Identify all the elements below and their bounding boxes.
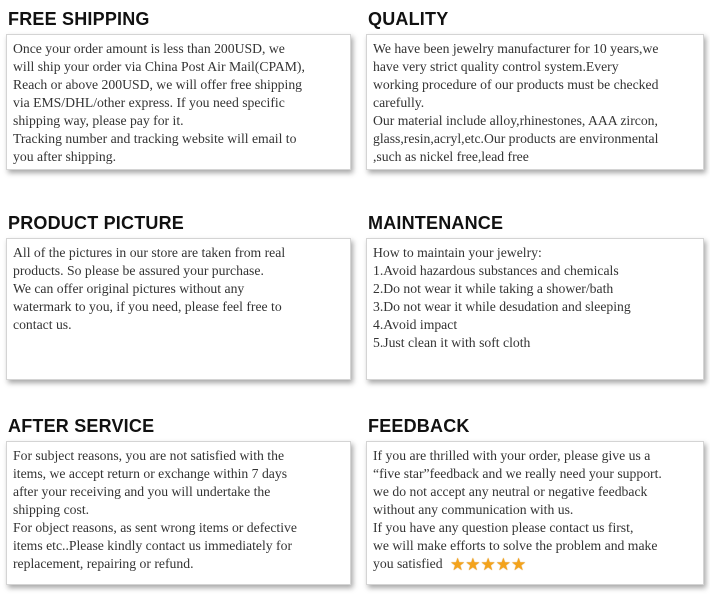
text-line: Once your order amount is less than 200USD, we xyxy=(13,41,285,56)
star-icon: ★ xyxy=(450,555,466,574)
feedback-section xyxy=(366,415,710,574)
text-line: ,such as nickel free,lead free xyxy=(373,149,529,164)
text-line: 3.Do not wear it while desudation and sleeping xyxy=(373,299,631,314)
text-line: replacement, repairing or refund. xyxy=(13,556,194,571)
text-line: Our material include alloy,rhinestones, AAA zircon, xyxy=(373,113,658,128)
product-picture-heading: PRODUCT PICTURE xyxy=(8,213,185,233)
text-line: have very strict quality control system.Every xyxy=(373,59,619,74)
text-line: we will make efforts to solve the problem and make xyxy=(373,538,658,553)
text-line: we do not accept any neutral or negative feedback xyxy=(373,484,648,499)
text-line: items, we accept return or exchange within 7 days xyxy=(13,466,288,481)
text-line: For object reasons, as sent wrong items or defective xyxy=(13,520,297,535)
star-icon: ★ xyxy=(511,555,527,574)
maintenance-heading: MAINTENANCE xyxy=(368,213,504,233)
text-line: watermark to you, if you need, please feel free to xyxy=(13,299,282,314)
text-line: carefully. xyxy=(373,95,425,110)
text-line: contact us. xyxy=(13,317,72,332)
text-line-last: you satisfied xyxy=(373,556,443,571)
text-line: We have been jewelry manufacturer for 10 years,we xyxy=(373,41,659,56)
quality-heading: QUALITY xyxy=(368,9,449,29)
text-line: For subject reasons, you are not satisfied with the xyxy=(13,448,285,463)
free-shipping-heading: FREE SHIPPING xyxy=(8,9,150,29)
text-line: shipping way, please pay for it. xyxy=(13,113,184,128)
text-line: via EMS/DHL/other express. If you need specific xyxy=(13,95,285,110)
text-line: Reach or above 200USD, we will offer free shipping xyxy=(13,77,303,92)
text-line: How to maintain your jewelry: xyxy=(373,245,542,260)
after-service-heading: AFTER SERVICE xyxy=(8,416,155,436)
five-star-rating xyxy=(450,557,526,575)
maintenance-section xyxy=(366,212,710,350)
text-line: products. So please be assured your purchase. xyxy=(13,263,264,278)
star-icon: ★ xyxy=(495,555,511,574)
free-shipping-section xyxy=(6,8,356,164)
text-line: 4.Avoid impact xyxy=(373,317,458,332)
text-line: glass,resin,acryl,etc.Our products are environmental xyxy=(373,131,659,146)
free-shipping-box xyxy=(6,34,351,170)
star-icon: ★ xyxy=(465,555,481,574)
text-line: “five star”feedback and we really need your support. xyxy=(373,466,662,481)
text-line: Tracking number and tracking website will email to xyxy=(13,131,297,146)
text-line: 5.Just clean it with soft cloth xyxy=(373,335,531,350)
quality-section xyxy=(366,8,710,164)
text-line: If you are thrilled with your order, please give us a xyxy=(373,448,651,463)
text-line xyxy=(373,555,697,575)
text-line: items etc..Please kindly contact us immediately for xyxy=(13,538,292,553)
product-picture-section xyxy=(6,212,356,332)
quality-box xyxy=(366,34,704,170)
feedback-box xyxy=(366,441,704,585)
text-line: without any communication with us. xyxy=(373,502,574,517)
after-service-section xyxy=(6,415,356,571)
text-line: you after shipping. xyxy=(13,149,117,164)
text-line: 1.Avoid hazardous substances and chemicals xyxy=(373,263,619,278)
product-picture-box xyxy=(6,238,351,380)
text-line: after your receiving and you will undertake the xyxy=(13,484,271,499)
feedback-heading: FEEDBACK xyxy=(368,416,470,436)
text-line: working procedure of our products must be checked xyxy=(373,77,659,92)
after-service-box xyxy=(6,441,351,585)
text-line: 2.Do not wear it while taking a shower/bath xyxy=(373,281,614,296)
text-line: If you have any question please contact us first, xyxy=(373,520,634,535)
maintenance-box xyxy=(366,238,704,380)
star-icon: ★ xyxy=(480,555,496,574)
text-line: All of the pictures in our store are taken from real xyxy=(13,245,286,260)
text-line: We can offer original pictures without any xyxy=(13,281,245,296)
text-line: will ship your order via China Post Air Mail(CPAM), xyxy=(13,59,305,74)
text-line: shipping cost. xyxy=(13,502,90,517)
